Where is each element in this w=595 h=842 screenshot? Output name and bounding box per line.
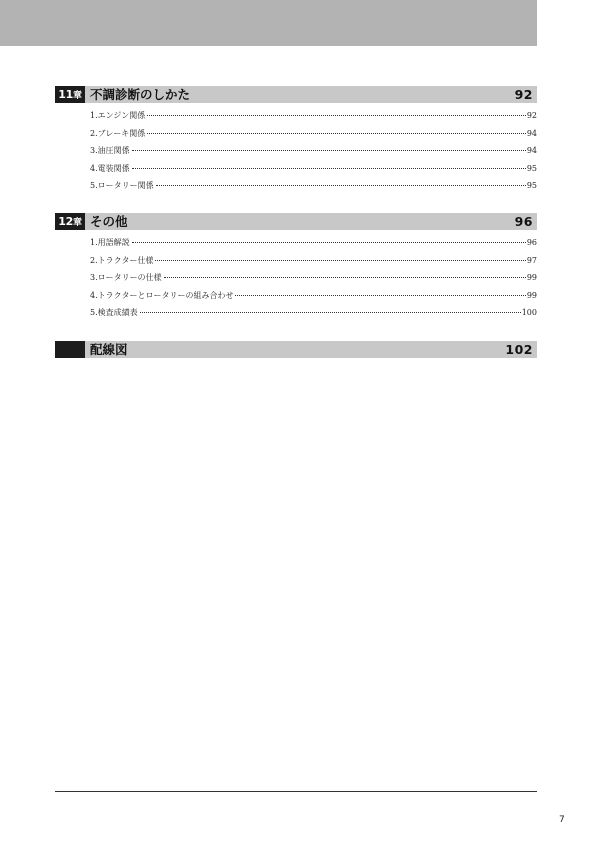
dot-leader (155, 260, 525, 261)
toc-entry[interactable] (55, 237, 537, 255)
toc-entry-label: 2.ブレーキ関係 (90, 128, 146, 138)
toc-entry-page: 99 (526, 290, 537, 300)
dot-leader (164, 277, 526, 278)
wiring-diagram-section (55, 341, 537, 358)
dot-leader (132, 242, 526, 243)
toc-entry[interactable] (55, 145, 537, 163)
toc-entry-page: 97 (526, 255, 537, 265)
chapter-badge (55, 86, 85, 103)
chapter-page-number: 102 (505, 342, 533, 357)
toc-entry[interactable] (55, 272, 537, 290)
toc-entry-label: 1.エンジン関係 (90, 111, 146, 120)
toc-entry-label: 4.トラクターとロータリーの組み合わせ (90, 290, 234, 300)
toc-entry-page: 94 (526, 128, 537, 138)
dot-leader (147, 115, 526, 116)
toc-entry[interactable] (55, 128, 537, 146)
toc-entry-page: 95 (526, 181, 537, 190)
toc-entry-label: 5.検査成績表 (90, 308, 138, 317)
chapter-badge-suffix: 章 (73, 91, 82, 101)
toc-entry[interactable] (55, 110, 537, 128)
chapter-header (55, 213, 537, 230)
toc-entry-page: 95 (526, 163, 537, 173)
chapter-badge (55, 213, 85, 230)
header-band (0, 0, 537, 46)
toc-entry[interactable] (55, 163, 537, 181)
toc-entry[interactable] (55, 307, 537, 325)
footer-rule (55, 791, 537, 792)
chapter-12-section (55, 213, 537, 325)
toc-entry[interactable] (55, 290, 537, 308)
page-number: 7 (559, 815, 565, 825)
chapter-badge (55, 341, 85, 358)
chapter-page-number: 96 (514, 214, 533, 229)
chapter-11-section (55, 86, 537, 198)
toc-list (55, 237, 537, 325)
chapter-title[interactable]: その他 (90, 214, 128, 229)
dot-leader (156, 185, 526, 186)
dot-leader (132, 168, 526, 169)
toc-entry[interactable] (55, 255, 537, 273)
toc-entry-page: 99 (526, 273, 537, 282)
chapter-title[interactable]: 不調診断のしかた (90, 87, 191, 102)
toc-entry-label: 3.ロータリーの仕様 (90, 273, 162, 282)
toc-entry-page: 96 (526, 238, 537, 247)
chapter-title[interactable]: 配線図 (90, 342, 128, 357)
chapter-header (55, 86, 537, 103)
toc-entry-page: 94 (526, 146, 537, 155)
toc-entry-label: 1.用語解説 (90, 238, 130, 247)
dot-leader (140, 312, 521, 313)
dot-leader (147, 133, 526, 134)
chapter-badge-number: 12 (58, 215, 73, 228)
toc-entry-page: 100 (521, 308, 537, 317)
toc-list (55, 110, 537, 198)
chapter-badge-number: 11 (58, 88, 73, 101)
toc-entry-page: 92 (526, 111, 537, 120)
toc-entry-label: 2.トラクター仕様 (90, 255, 154, 265)
toc-entry-label: 5.ロータリー関係 (90, 181, 154, 190)
chapter-page-number: 92 (514, 87, 533, 102)
toc-entry[interactable] (55, 180, 537, 198)
toc-entry-label: 3.油圧関係 (90, 146, 130, 155)
dot-leader (132, 150, 526, 151)
toc-entry-label: 4.電装関係 (90, 163, 130, 173)
chapter-header (55, 341, 537, 358)
chapter-badge-suffix: 章 (73, 218, 82, 228)
dot-leader (235, 295, 525, 296)
